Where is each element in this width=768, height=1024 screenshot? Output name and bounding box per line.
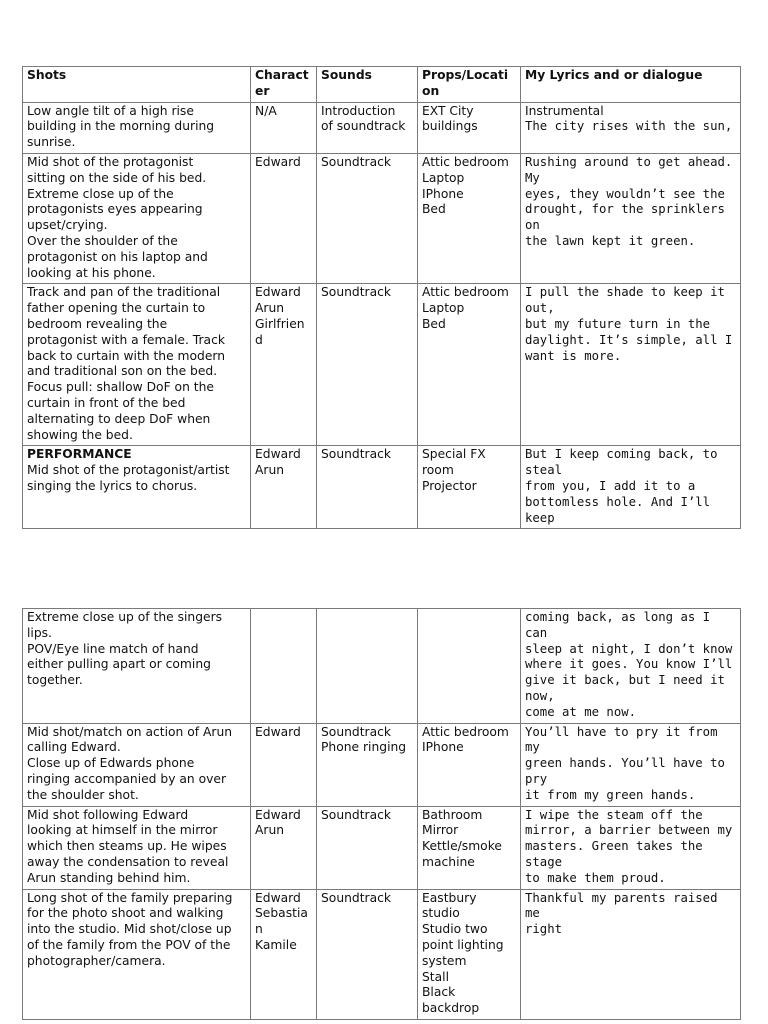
sounds-cell: Introduction of soundtrack bbox=[317, 102, 418, 153]
shots-cell: Mid shot/match on action of Arun calling Edward. Close up of Edwards phone ringing accompanied by an over the shoulder shot. bbox=[23, 723, 251, 806]
sounds-cell bbox=[317, 609, 418, 724]
character-cell: Edward bbox=[251, 153, 317, 283]
header-lyrics: My Lyrics and or dialogue bbox=[521, 67, 741, 103]
shots-cell: Long shot of the family preparing for the photo shoot and walking into the studio. Mid shot/close up of the family from the POV of the photographer/camera. bbox=[23, 889, 251, 1019]
sounds-cell: Soundtrack bbox=[317, 806, 418, 889]
props-cell: Attic bedroom IPhone bbox=[418, 723, 521, 806]
sounds-cell: Soundtrack bbox=[317, 446, 418, 529]
character-cell bbox=[251, 609, 317, 724]
character-cell: Edward Arun bbox=[251, 806, 317, 889]
character-cell: Edward Sebastia n Kamile bbox=[251, 889, 317, 1019]
character-cell: Edward Arun Girlfrien d bbox=[251, 284, 317, 446]
shots-cell: Mid shot following Edward looking at himself in the mirror which then steams up. He wipes away the condensation to reveal Arun standing behind him. bbox=[23, 806, 251, 889]
table-row bbox=[23, 284, 741, 446]
table-row bbox=[23, 446, 741, 529]
sounds-cell: Soundtrack bbox=[317, 153, 418, 283]
header-shots: Shots bbox=[23, 67, 251, 103]
shots-cell bbox=[23, 446, 251, 529]
lyrics-cell: I pull the shade to keep it out, but my future turn in the daylight. It’s simple, all I want is more. bbox=[521, 284, 741, 446]
header-sounds: Sounds bbox=[317, 67, 418, 103]
sounds-cell: Soundtrack bbox=[317, 284, 418, 446]
sounds-cell: Soundtrack Phone ringing bbox=[317, 723, 418, 806]
props-cell: Attic bedroom Laptop Bed bbox=[418, 284, 521, 446]
shots-cell: Extreme close up of the singers lips. POV/Eye line match of hand either pulling apart or coming together. bbox=[23, 609, 251, 724]
lyrics-cell: But I keep coming back, to steal from you, I add it to a bottomless hole. And I’ll keep bbox=[521, 446, 741, 529]
table-row bbox=[23, 153, 741, 283]
lyrics-cell: Rushing around to get ahead. My eyes, they wouldn’t see the drought, for the sprinklers on the lawn kept it green. bbox=[521, 153, 741, 283]
shots-text: Mid shot of the protagonist/artist singing the lyrics to chorus. bbox=[27, 463, 230, 493]
table-row bbox=[23, 889, 741, 1019]
props-cell: Special FX room Projector bbox=[418, 446, 521, 529]
props-cell: Attic bedroom Laptop IPhone Bed bbox=[418, 153, 521, 283]
sounds-cell: Soundtrack bbox=[317, 889, 418, 1019]
shots-cell: Mid shot of the protagonist sitting on the side of his bed. Extreme close up of the protagonists eyes appearing upset/crying. Over the shoulder of the protagonist on his laptop and looking at his phone. bbox=[23, 153, 251, 283]
character-cell: N/A bbox=[251, 102, 317, 153]
shots-cell: Track and pan of the traditional father opening the curtain to bedroom revealing the protagonist with a female. Track back to curtain with the modern and traditional son on the bed. Focus pull: shallow DoF on the curtain in front of the bed alternating to deep DoF when showing the bed. bbox=[23, 284, 251, 446]
props-cell: Bathroom Mirror Kettle/smoke machine bbox=[418, 806, 521, 889]
props-cell: EXT City buildings bbox=[418, 102, 521, 153]
shots-cell: Low angle tilt of a high rise building in the morning during sunrise. bbox=[23, 102, 251, 153]
props-cell bbox=[418, 609, 521, 724]
table-row bbox=[23, 102, 741, 153]
lyrics-text: The city rises with the sun, bbox=[525, 119, 733, 134]
shot-list-table-page2 bbox=[22, 608, 741, 1020]
header-character: Charact er bbox=[251, 67, 317, 103]
character-cell: Edward bbox=[251, 723, 317, 806]
lyrics-cell: coming back, as long as I can sleep at night, I don’t know where it goes. You know I’ll give it back, but I need it now, come at me now. bbox=[521, 609, 741, 724]
props-cell: Eastbury studio Studio two point lighting system Stall Black backdrop bbox=[418, 889, 521, 1019]
lyrics-cell bbox=[521, 102, 741, 153]
table-row bbox=[23, 609, 741, 724]
lyrics-cell: You’ll have to pry it from my green hands. You’ll have to pry it from my green hands. bbox=[521, 723, 741, 806]
performance-heading: PERFORMANCE bbox=[27, 447, 132, 462]
lyrics-lead-text: Instrumental bbox=[525, 103, 604, 118]
lyrics-cell: I wipe the steam off the mirror, a barrier between my masters. Green takes the stage to make them proud. bbox=[521, 806, 741, 889]
header-props: Props/Locati on bbox=[418, 67, 521, 103]
header-row bbox=[23, 67, 741, 103]
lyrics-cell: Thankful my parents raised me right bbox=[521, 889, 741, 1019]
table-row bbox=[23, 806, 741, 889]
shot-list-table-page1 bbox=[22, 66, 741, 529]
character-cell: Edward Arun bbox=[251, 446, 317, 529]
table-row bbox=[23, 723, 741, 806]
